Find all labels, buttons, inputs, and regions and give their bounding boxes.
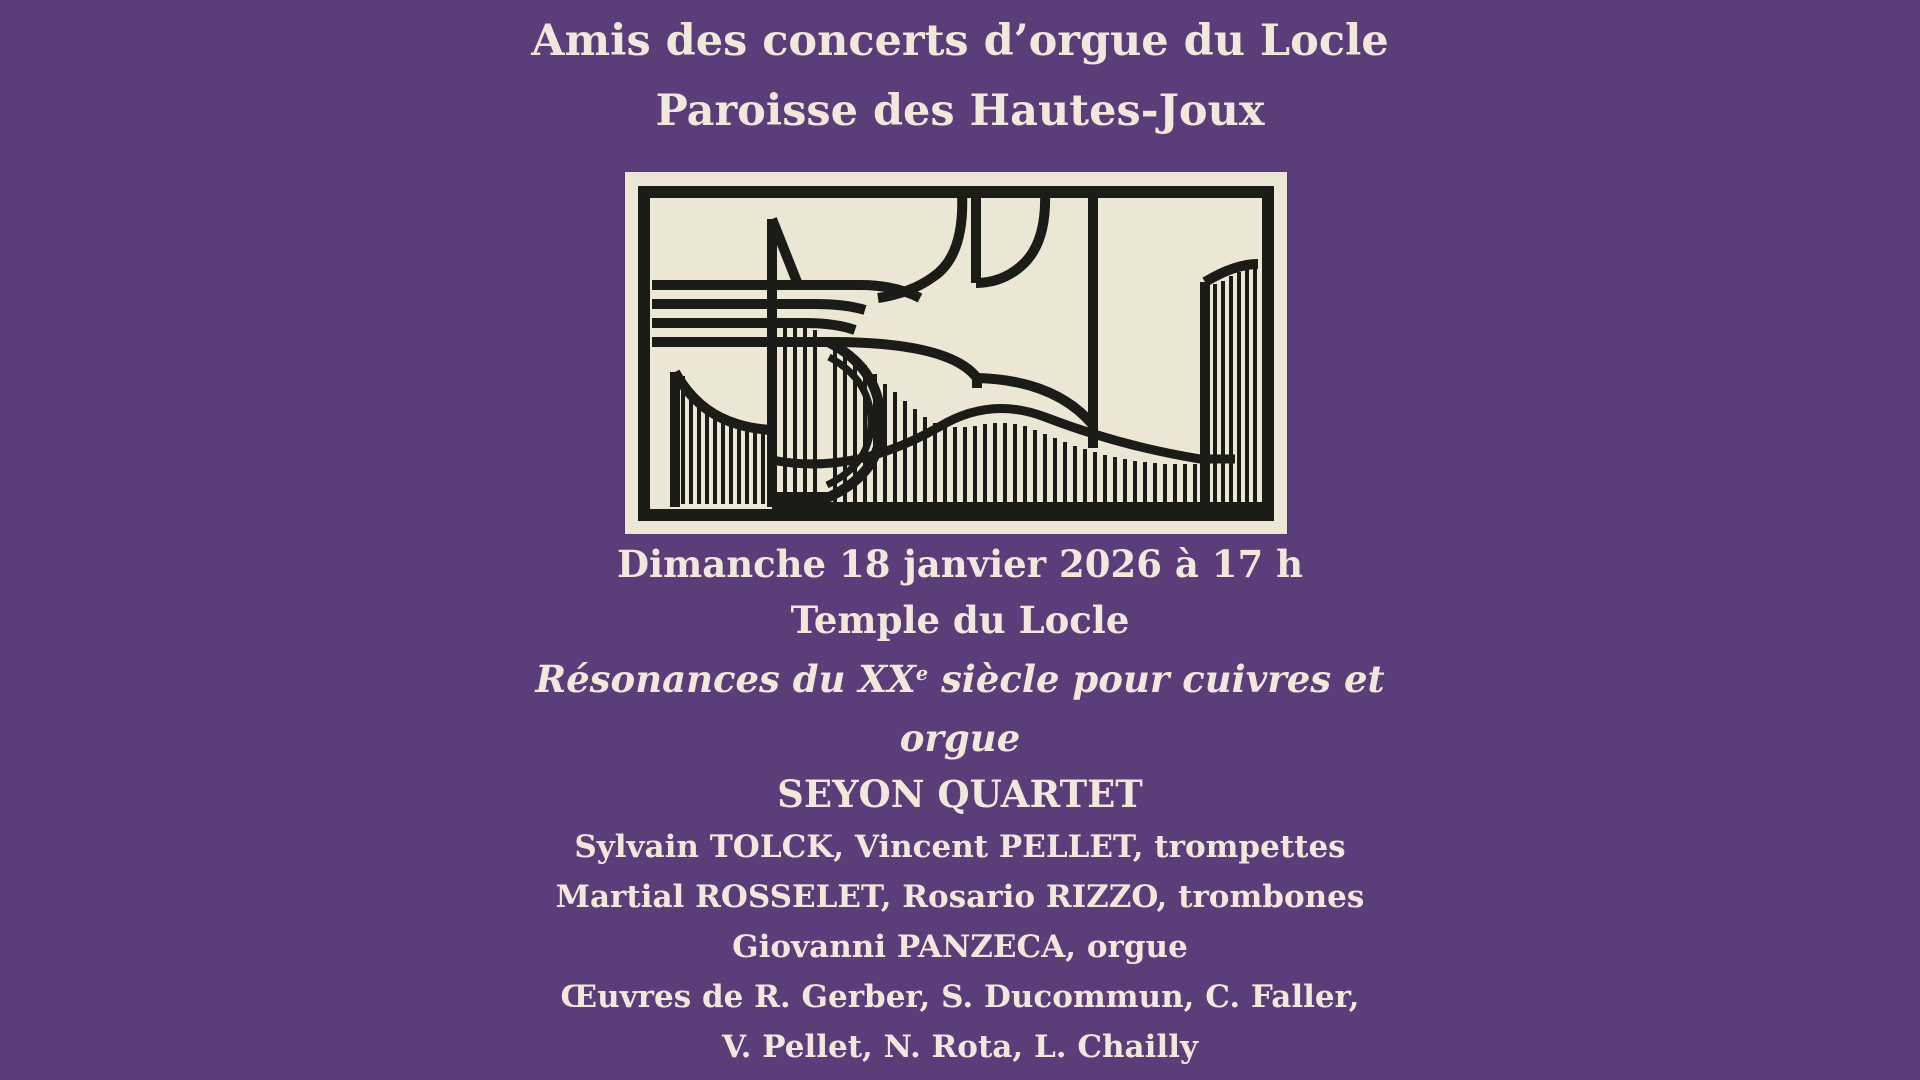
organizer-title: Amis des concerts d’orgue du Locle xyxy=(531,16,1389,66)
event-venue: Temple du Locle xyxy=(790,598,1130,642)
concert-title-superscript: e xyxy=(915,661,929,685)
ensemble-name: SEYON QUARTET xyxy=(777,772,1143,816)
event-date: Dimanche 18 janvier 2026 à 17 h xyxy=(616,542,1304,586)
parish-title: Paroisse des Hautes-Joux xyxy=(655,86,1265,136)
concert-title-line-2: orgue xyxy=(899,716,1021,760)
organ-pipes-icon xyxy=(625,172,1287,534)
concert-title-line-1 xyxy=(0,657,1920,701)
works-line-1: Œuvres de R. Gerber, S. Ducommun, C. Faller, xyxy=(560,979,1360,1015)
performers-line: Giovanni PANZECA, orgue xyxy=(732,929,1188,965)
works-line-2: V. Pellet, N. Rota, L. Chailly xyxy=(722,1029,1198,1065)
concert-title-part-2: siècle pour cuivres et xyxy=(928,657,1385,701)
performers-line: Martial ROSSELET, Rosario RIZZO, trombones xyxy=(555,879,1365,915)
performers-line: Sylvain TOLCK, Vincent PELLET, trompettes xyxy=(574,829,1346,865)
concert-title-part-1: Résonances du XX xyxy=(535,657,916,701)
